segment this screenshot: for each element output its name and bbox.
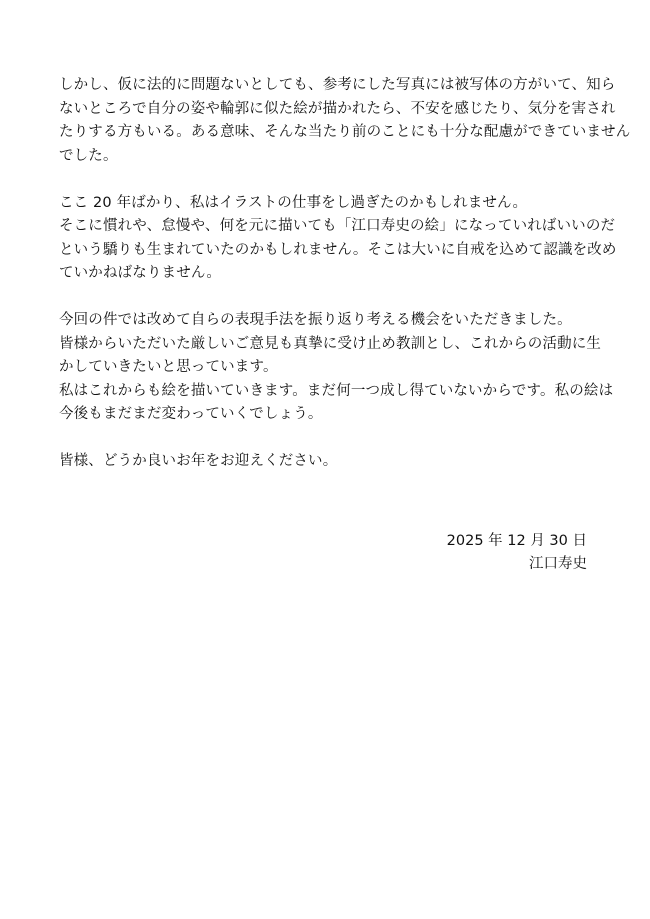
paragraph-gap <box>59 286 599 310</box>
signature-name: 江口寿史 <box>529 556 587 572</box>
text-line: 私はこれからも絵を描いていきます。まだ何一つ成し得ていないからです。私の絵は <box>59 382 614 399</box>
text-line: ないところで自分の姿や輪郭に似た絵が描かれたら、不安を感じたり、気分を害され <box>59 100 616 117</box>
paragraph-gap <box>59 168 599 192</box>
text-line: しかし、仮に法的に問題ないとしても、参考にした写真には被写体の方がいて、知ら <box>59 77 616 93</box>
text-line: 今後もまだまだ変わっていくでしょう。 <box>59 406 323 422</box>
text-line: 皆様からいただいた厳しいご意見も真摯に受け止め教訓とし、これからの活動に生 <box>59 335 602 352</box>
paragraph-reflection <box>59 192 617 286</box>
text-line: 今回の件では改めて自らの表現手法を振り返り考える機会をいただきました。 <box>59 312 572 328</box>
signature-date: 2025 年 12 月 30 日 <box>446 533 587 549</box>
letter-body <box>59 74 631 474</box>
paragraph-apology <box>59 74 631 168</box>
text-line: でした。 <box>59 147 118 164</box>
paragraph-resolve <box>59 309 614 427</box>
text-line: ここ 20 年ばかり、私はイラストの仕事をし過ぎたのかもしれません。 <box>59 194 528 211</box>
text-line: かしていきたいと思っています。 <box>59 359 278 375</box>
text-line: 皆様、どうか良いお年をお迎えください。 <box>59 453 338 469</box>
text-line: という驕りも生まれていたのかもしれません。そこは大いに自戒を込めて認識を改め <box>59 241 617 258</box>
text-line: そこに慣れや、怠慢や、何を元に描いても「江口寿史の絵」になっていればいいのだ <box>59 218 616 234</box>
text-line: ていかねばなりません。 <box>59 265 222 281</box>
signature-block <box>447 530 587 576</box>
paragraph-greeting <box>59 450 599 474</box>
text-line: たりする方もいる。ある意味、そんな当たり前のことにも十分な配慮ができていません <box>59 124 631 140</box>
paragraph-gap <box>59 427 599 451</box>
